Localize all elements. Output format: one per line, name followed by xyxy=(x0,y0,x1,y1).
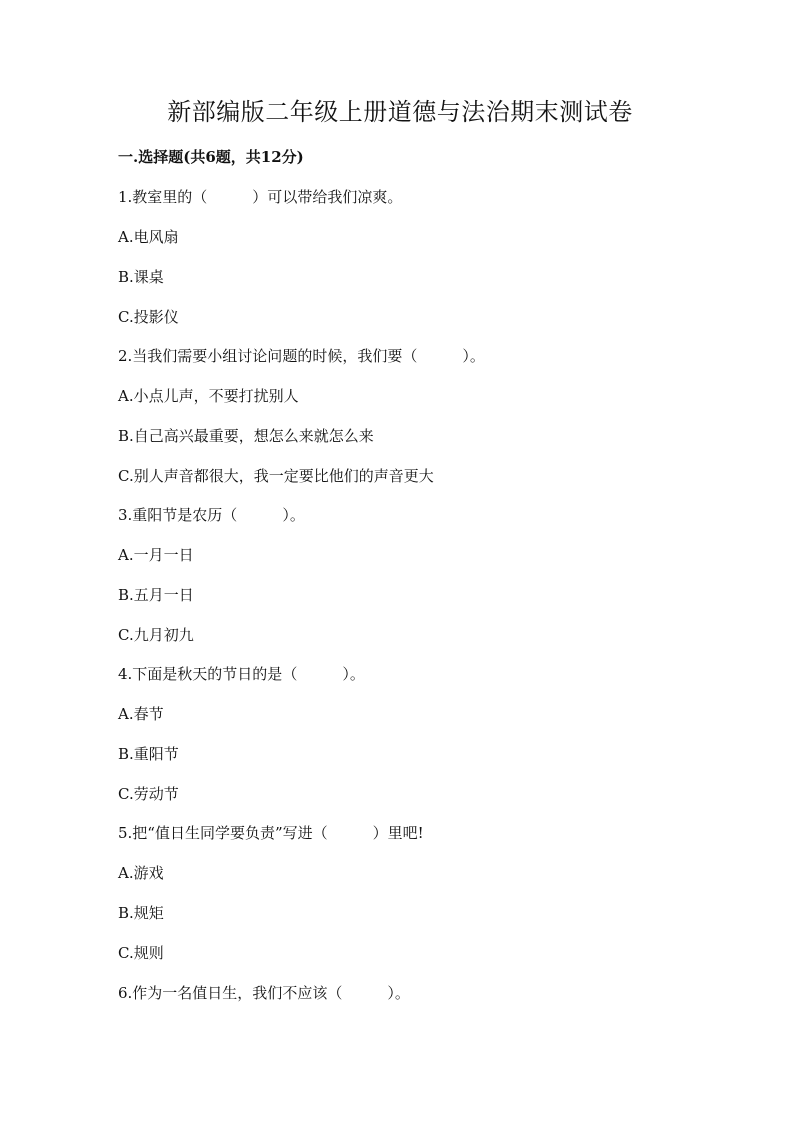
question-2-option-b: B.自己高兴最重要，想怎么来就怎么来 xyxy=(118,427,374,445)
question-3-option-b: B.五月一日 xyxy=(118,586,194,604)
question-4-option-a: A.春节 xyxy=(118,705,164,723)
question-5-stem: 5.把“值日生同学要负责”写进（ ）里吧! xyxy=(118,824,424,842)
question-4-stem: 4.下面是秋天的节日的是（ ）。 xyxy=(118,665,365,683)
exam-title: 新部编版二年级上册道德与法治期末测试卷 xyxy=(167,98,633,126)
question-4-option-c: C.劳动节 xyxy=(118,785,179,803)
question-1-option-a: A.电风扇 xyxy=(118,228,179,246)
question-5-option-a: A.游戏 xyxy=(118,864,164,882)
question-2-stem: 2.当我们需要小组讨论问题的时候，我们要（ ）。 xyxy=(118,347,485,365)
question-3-option-c: C.九月初九 xyxy=(118,626,194,644)
question-5-option-b: B.规矩 xyxy=(118,904,164,922)
section-header: 一.选择题(共6题，共12分) xyxy=(118,148,304,166)
question-1-option-b: B.课桌 xyxy=(118,268,164,286)
question-2-option-a: A.小点儿声，不要打扰别人 xyxy=(118,387,299,405)
question-3-stem: 3.重阳节是农历（ ）。 xyxy=(118,506,305,524)
question-3-option-a: A.一月一日 xyxy=(118,546,194,564)
question-4-option-b: B.重阳节 xyxy=(118,745,179,763)
question-1-stem: 1.教室里的（ ）可以带给我们凉爽。 xyxy=(118,188,403,206)
question-6-stem: 6.作为一名值日生，我们不应该（ ）。 xyxy=(118,984,410,1002)
question-5-option-c: C.规则 xyxy=(118,944,164,962)
question-1-option-c: C.投影仪 xyxy=(118,308,179,326)
question-2-option-c: C.别人声音都很大，我一定要比他们的声音更大 xyxy=(118,467,434,485)
